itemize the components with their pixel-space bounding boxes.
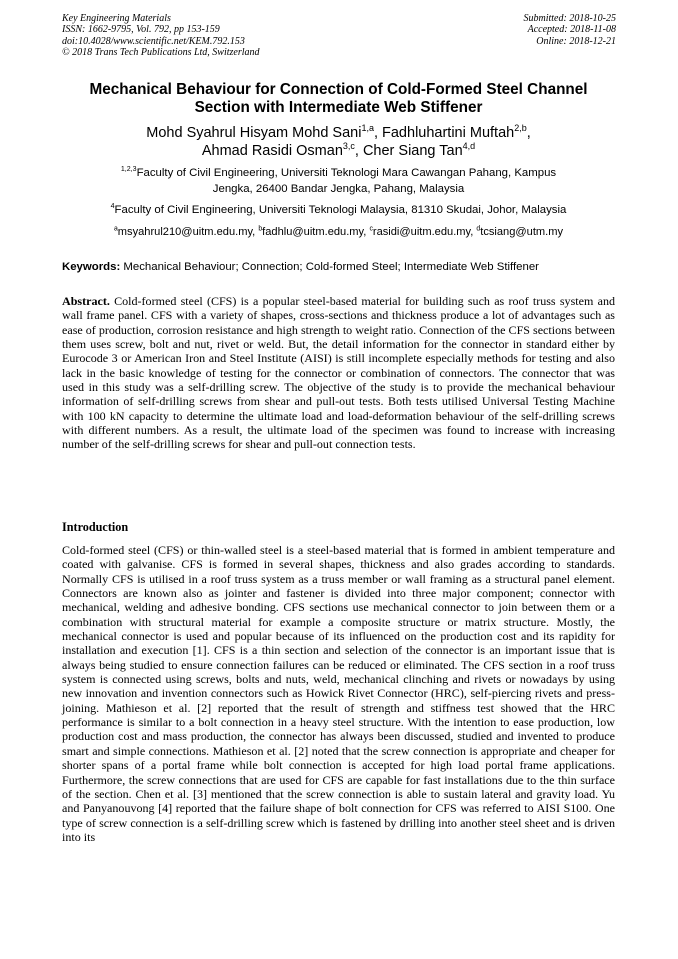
email-mark: d <box>476 225 481 233</box>
affiliation-1 <box>62 166 615 197</box>
author-affiliation-mark: 1,a <box>361 123 374 134</box>
affiliation-1-line-1 <box>62 166 615 182</box>
abstract-label: Abstract. <box>62 294 110 308</box>
email-address[interactable]: tcsiang@utm.my <box>480 226 564 238</box>
author-line-1: Mohd Syahrul Hisyam Mohd Sani$^{1,a}$, Fadhluhartini Muftah$^{2,b}$, <box>146 123 531 141</box>
author-name: Mohd Syahrul Hisyam Mohd Sani <box>146 125 362 141</box>
title-line-1: Mechanical Behaviour for Connection of Cold-Formed Steel Channel <box>89 81 588 98</box>
author-affiliation-mark: 4,d <box>462 141 476 152</box>
author-name: Fadhluhartini Muftah <box>382 125 515 141</box>
affiliation-mark: 1,2,3 <box>120 166 137 174</box>
paper-title <box>62 81 615 116</box>
email-address[interactable]: msyahrul210@uitm.edu.my <box>117 226 253 238</box>
author-line-2: Ahmad Rasidi Osman$^{3,c}$, Cher Siang Tan$^{4,d}$ <box>201 141 476 159</box>
affiliation-mark: 4 <box>110 203 115 211</box>
abstract <box>62 294 615 452</box>
doi: doi:10.4028/www.scientific.net/KEM.792.153 <box>62 35 245 47</box>
copyright: © 2018 Trans Tech Publications Ltd, Switzerland <box>62 47 260 59</box>
email-mark: b <box>258 225 263 233</box>
affiliation-text: Faculty of Civil Engineering, Universiti Teknologi Mara Cawangan Pahang, Kampus <box>136 167 557 179</box>
journal-info-header <box>62 13 260 59</box>
keywords-label: Keywords: <box>62 261 121 273</box>
dates-header <box>524 13 617 47</box>
author-name: Ahmad Rasidi Osman <box>201 143 343 159</box>
introduction-heading: Introduction <box>62 520 129 534</box>
affiliation-1-line-2: Jengka, 26400 Bandar Jengka, Pahang, Malaysia <box>212 182 465 195</box>
title-line-2: Section with Intermediate Web Stiffener <box>194 98 483 116</box>
online-date: Online: 2018-12-21 <box>536 35 616 47</box>
affiliation-2 <box>62 203 615 219</box>
author-name: Cher Siang Tan <box>362 143 463 159</box>
journal-name: Key Engineering Materials <box>62 13 171 24</box>
abstract-text: Cold-formed steel (CFS) is a popular steel-based material for building such as roof truss system and wall frame panel. CFS with a variety of shapes, cross-sections and thickness produce a lot of advantages such as ease of production, corrosion resistance and high strength to weight ratio. Connection of the CFS sections between them uses screw, bolt and nut, rivet or weld. But, the detail information for the connector in standard either by Eurocode 3 or American Iron and Steel Institute (AISI) is still incomplete especially methods for testing and also lack in the basic knowledge of testing for the connector or combination of connectors. The connector that was used in this study was a self-drilling screw. The objective of the study is to provide the mechanical behaviour information of self-drilling screws from shear and pull-out tests. Both tests utilised Universal Testing Machine with 100 kN capacity to determine the ultimate load and load-deformation behaviour of the self-drilling screws with different numbers. As a result, the ultimate load of the specimen was found to increase with increasing number of the self-drilling screws for shear and pull-out connection tests. <box>62 294 615 452</box>
author-affiliation-mark: 3,c <box>342 141 355 152</box>
introduction-text: Cold-formed steel (CFS) or thin-walled steel is a steel-based material that is formed in ambient temperature and coated with galvanise. CFS is formed in several shapes, thickness and also grades according to standards. Normally CFS is utilised in a roof truss system as a truss member or wall framing as a structural panel element. Connectors are known also as jointer and fastener is divided into three major component; connector with mechanical, welding and adhesive bonding. CFS sections use mechanical connector to join between them or a combination with structural material for example a composite structure or matrix structure. Mostly, the mechanical connector is used and popular because of its influenced on the production cost and its rapidity for installation and execution [1]. CFS is a thin section and selection of the connector is an important issue that is always being studied to ensure connection failures can be reduced or eliminated. The CFS section in a roof truss system is connected using screws, bolts and nuts, weld, mechanical clinching and rivets or nowadays by using new innovation and invention connectors such as Howick Rivet Connector (HRC), self-piercing rivets and press-joining. Mathieson et al. [2] reported that the result of strength and stiffness test showed that the HRC performance is similar to a bolt connection in a heavy steel structure. With the intention to ease production, low production cost and mass production, the connector has always been discussed, studied and invented to produce smart and simple connections. Mathieson et al. [2] noted that the screw connection is appropriate and cheaper for shorter spans of a portal frame while bolt connection is accepted for high load portal frame applications. Furthermore, the screw connections that are used for CFS are capable for fast installations due to the thin surface of the section. Chen et al. [3] mentioned that the screw connection is able to sustain lateral and gravity load. Yu and Panyanouvong [4] reported that the failure shape of bolt connection for CFS was referred to AISI S100. One type of screw connection is a self-drilling screw which is fastened by drilling into another steel sheet and is driven into its <box>62 543 615 844</box>
issn-volume-pages: ISSN: 1662-9795, Vol. 792, pp 153-159 <box>62 24 220 36</box>
keywords <box>62 260 615 275</box>
keywords-text: Mechanical Behaviour; Connection; Cold-formed Steel; Intermediate Web Stiffener <box>123 261 539 273</box>
email-mark: a <box>113 225 118 233</box>
accepted-date: Accepted: 2018-11-08 <box>527 24 616 36</box>
author-affiliation-mark: 2,b <box>514 123 527 134</box>
email-address[interactable]: rasidi@uitm.edu.my <box>372 226 471 238</box>
email-address[interactable]: fadhlu@uitm.edu.my <box>262 226 364 238</box>
author-emails: $^a$msyahrul210@uitm.edu.my, $^b$fadhlu@uitm.edu.my, $^c$rasidi@uitm.edu.my, $^d$tcsiang@utm.my <box>113 225 564 238</box>
affiliation-text: Faculty of Civil Engineering, Universiti Teknologi Malaysia, 81310 Skudai, Johor, Malaysia <box>114 204 567 216</box>
author-list <box>62 124 615 160</box>
email-mark: c <box>369 225 373 233</box>
submitted-date: Submitted: 2018-10-25 <box>523 13 616 24</box>
